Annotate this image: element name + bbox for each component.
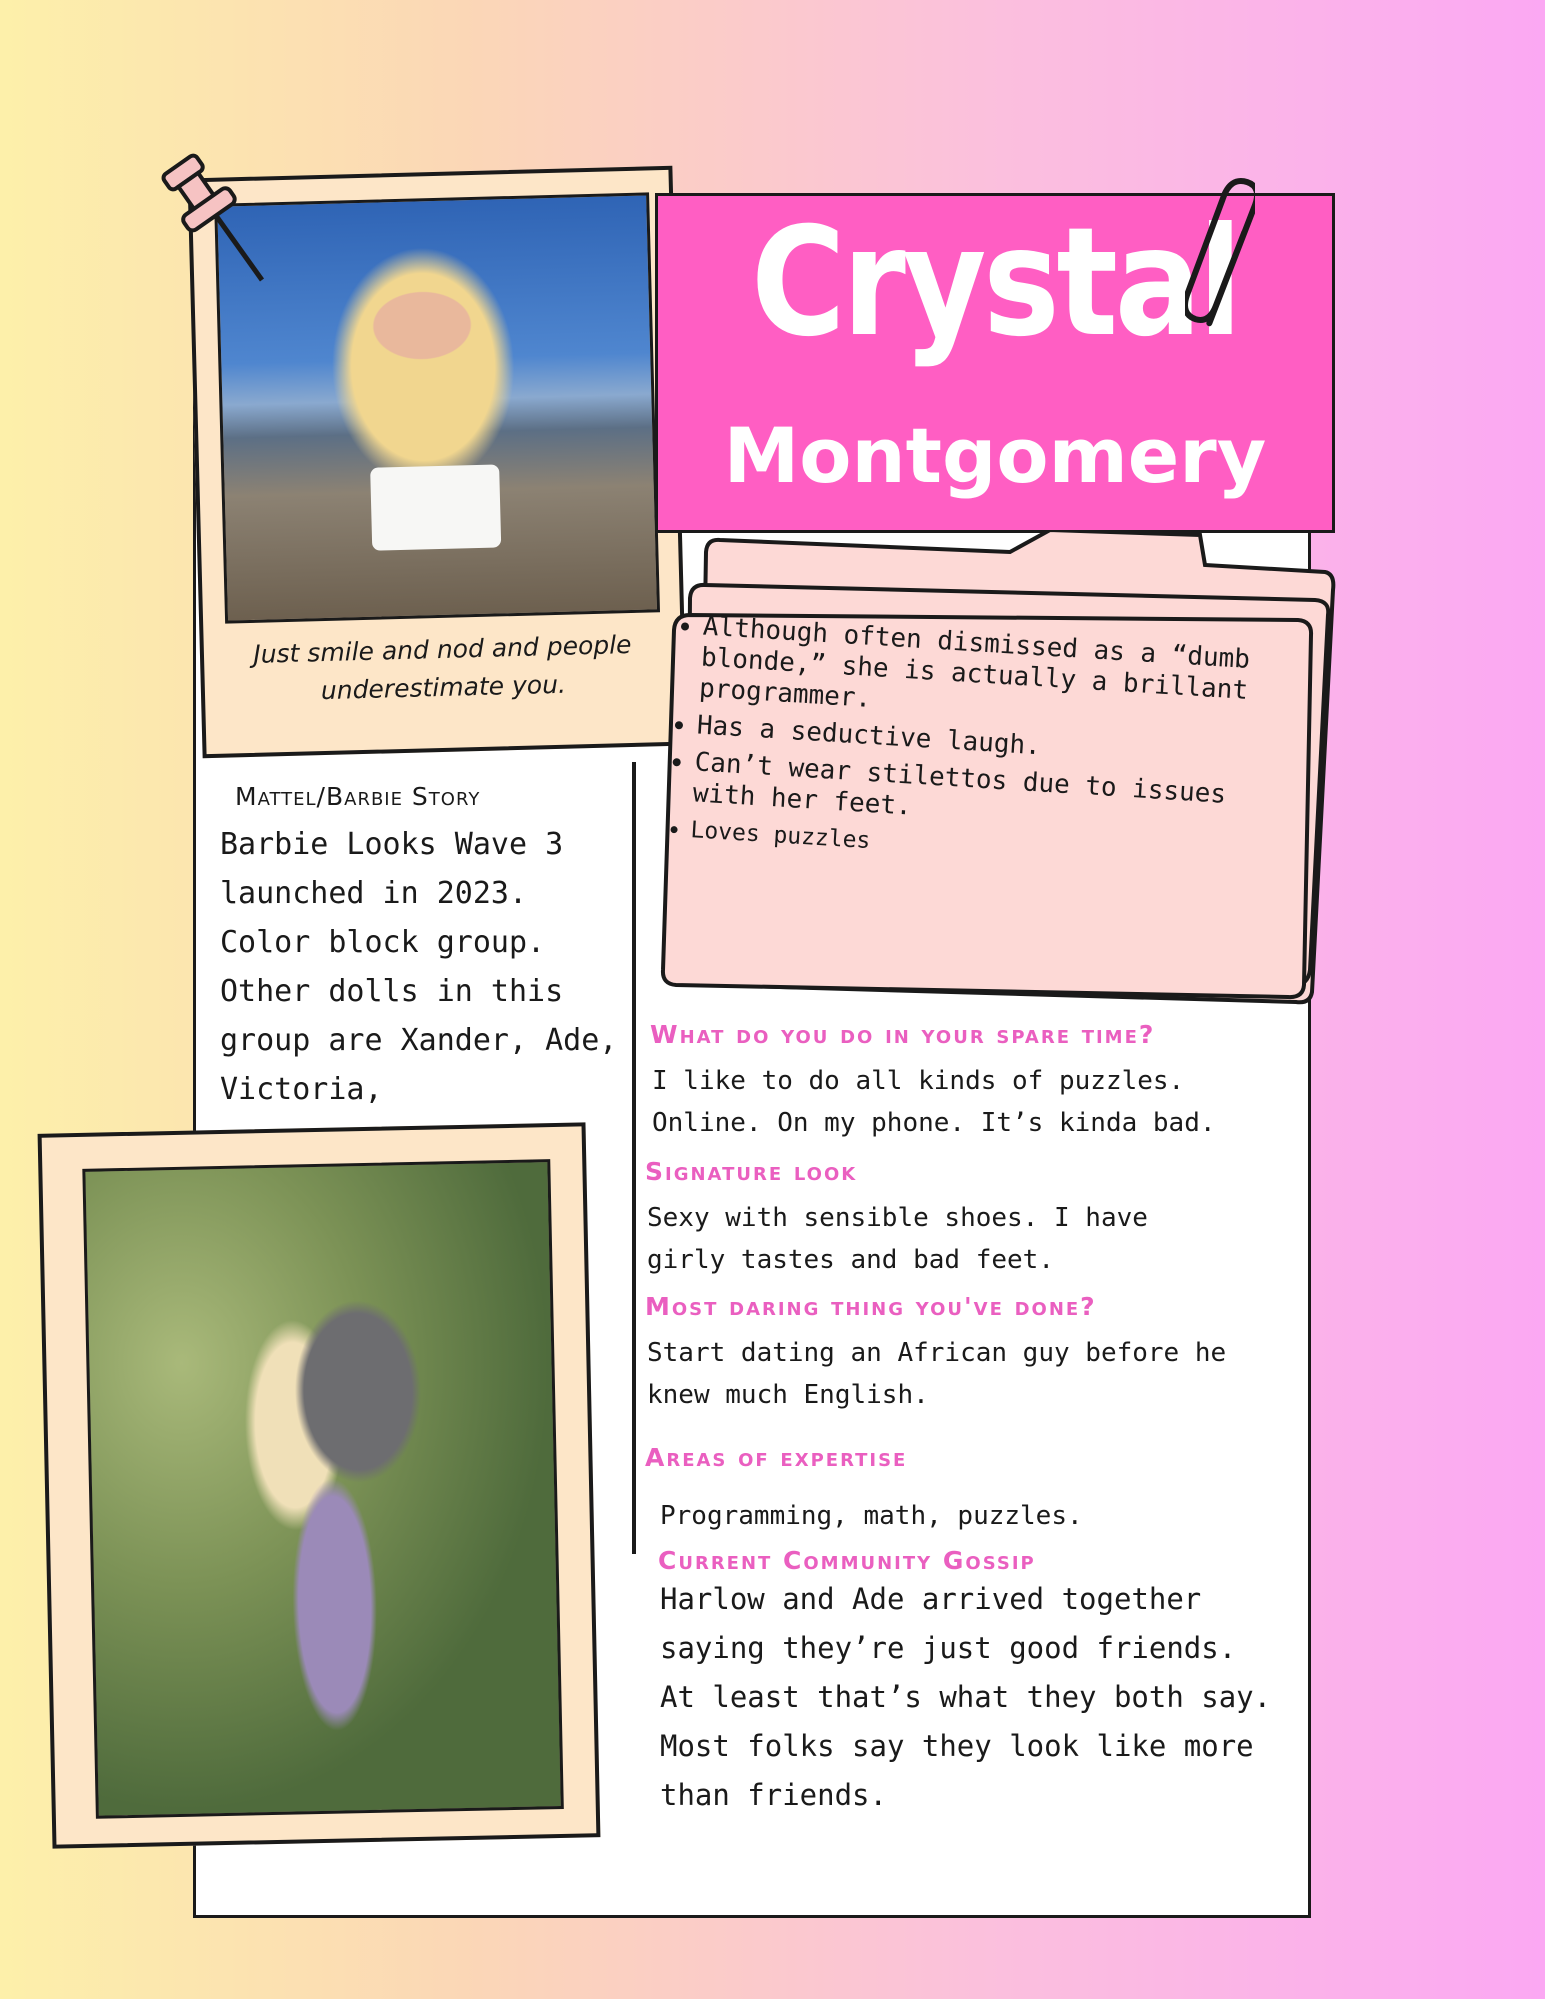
trait-item: • Although often dismissed as a “dumb blonde,” she is actually a brillant programmer. [698, 612, 1277, 740]
pushpin-icon [150, 140, 270, 290]
story-text: Barbie Looks Wave 3 launched in 2023. Color block group. Other dolls in this group are Xander, Ade, Victoria, [220, 827, 618, 1107]
qa-question: Most daring thing you've done? [645, 1292, 1097, 1321]
last-name: Montgomery [723, 411, 1267, 500]
couple-photo [82, 1159, 564, 1819]
story-heading: Mattel/Barbie Story [235, 782, 481, 811]
qa-question: Current Community Gossip [658, 1546, 1036, 1575]
portrait-photo [214, 192, 660, 623]
trait-item: • Loves puzzles [690, 815, 1265, 881]
traits-list [663, 610, 1277, 887]
portrait-caption: Just smile and nod and people underestimate you. [252, 629, 632, 706]
qa-question: What do you do in your spare time? [650, 1020, 1156, 1049]
first-name: Crystal [750, 196, 1240, 370]
qa-answer: Start dating an African guy before he knew much English. [647, 1338, 1227, 1410]
qa-question: Signature look [645, 1157, 858, 1186]
trait-item: • Has a seductive laugh. [696, 710, 1271, 776]
polaroid-couple [38, 1122, 601, 1848]
column-divider [632, 762, 636, 1554]
paperclip-icon [1185, 165, 1255, 365]
qa-answer: Harlow and Ade arrived together saying they’re just good friends. At least that’s what they both say. Most folks say they look like more than friends. [660, 1582, 1272, 1812]
trait-item: • Can’t wear stilettos due to issues with her feet. [692, 747, 1269, 844]
qa-question: Areas of expertise [645, 1443, 908, 1472]
qa-answer: Programming, math, puzzles. [660, 1501, 1083, 1531]
qa-answer: Sexy with sensible shoes. I have girly tastes and bad feet. [647, 1203, 1148, 1275]
qa-answer: I like to do all kinds of puzzles. Online. On my phone. It’s kinda bad. [652, 1066, 1216, 1138]
